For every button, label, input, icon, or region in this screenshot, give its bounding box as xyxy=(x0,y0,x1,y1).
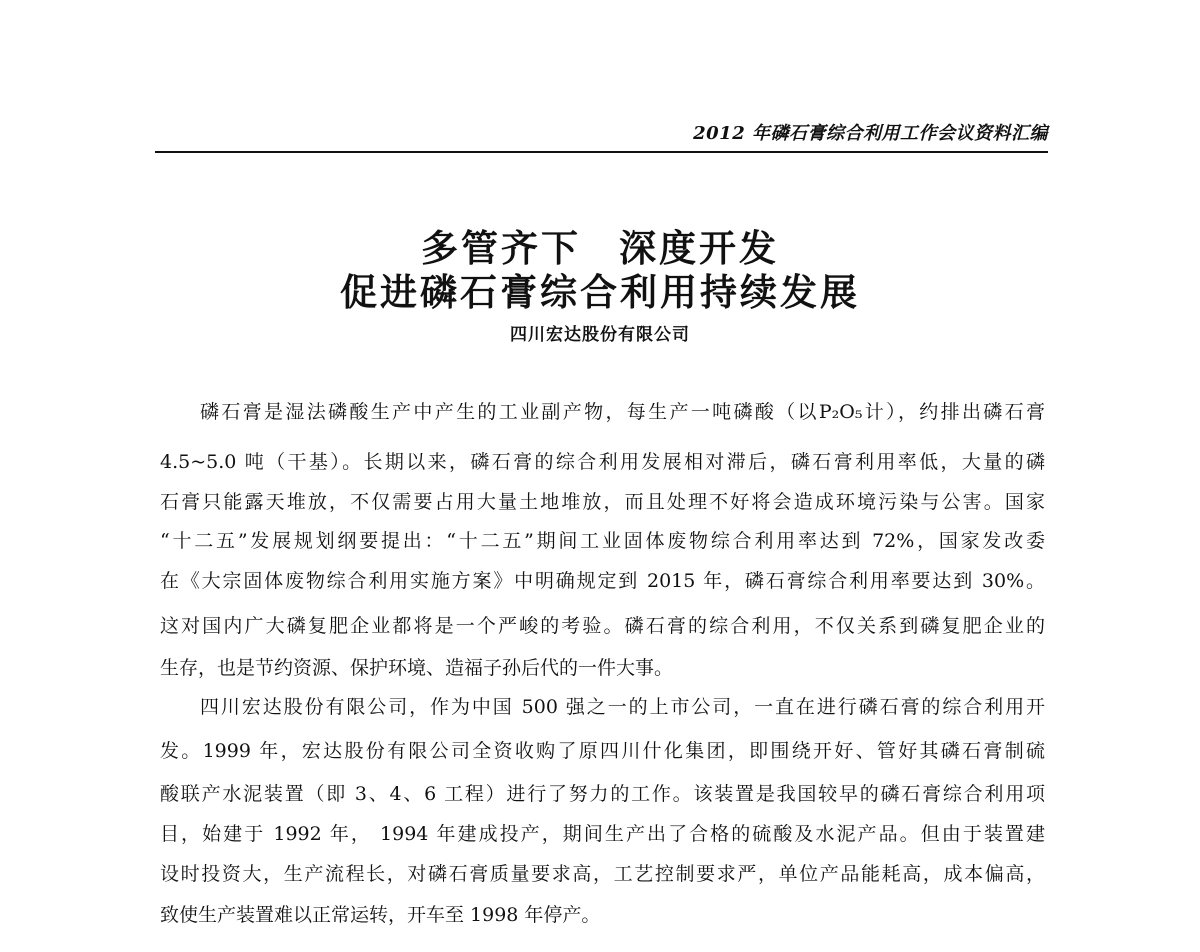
paragraph-1-line: 生存，也是节约资源、保护环境、造福子孙后代的一件大事。 xyxy=(160,657,674,679)
paragraph-1-line: 在《大宗固体废物综合利用实施方案》中明确规定到 2015 年，磷石膏综合利用率要达到 30%。 xyxy=(160,570,1045,592)
paragraph-2-line: 四川宏达股份有限公司，作为中国 500 强之一的上市公司，一直在进行磷石膏的综合利用开 xyxy=(200,696,1045,718)
paragraph-2-line: 设时投资大，生产流程长，对磷石膏质量要求高，工艺控制要求严，单位产品能耗高，成本偏高， xyxy=(160,863,1045,885)
paragraph-1-line: 石膏只能露天堆放，不仅需要占用大量土地堆放，而且处理不好将会造成环境污染与公害。国家 xyxy=(160,491,1045,513)
header-rule xyxy=(155,151,1048,153)
paragraph-2-line: 目，始建于 1992 年， 1994 年建成投产，期间生产出了合格的硫酸及水泥产品。但由于装置建 xyxy=(160,823,1045,845)
paragraph-2-line: 致使生产装置难以正常运转，开车至 1998 年停产。 xyxy=(160,904,601,926)
title-part-2: 深度开发 xyxy=(619,226,779,270)
paragraph-1-line: 4.5~5.0 吨（干基）。长期以来，磷石膏的综合利用发展相对滞后，磷石膏利用率低，大量的磷 xyxy=(160,451,1045,473)
title-part-1: 多管齐下 xyxy=(421,226,581,270)
article-title-line-2: 促进磷石膏综合利用持续发展 xyxy=(340,270,860,314)
paragraph-1-line: 磷石膏是湿法磷酸生产中产生的工业副产物，每生产一吨磷酸（以P₂O₅计），约排出磷石膏 xyxy=(200,401,1045,423)
paragraph-2-line: 发。1999 年，宏达股份有限公司全资收购了原四川什化集团，即围绕开好、管好其磷石膏制硫 xyxy=(160,740,1045,762)
paragraph-1-line: 这对国内广大磷复肥企业都将是一个严峻的考验。磷石膏的综合利用，不仅关系到磷复肥企业的 xyxy=(160,615,1045,637)
running-header: 2012 年磷石膏综合利用工作会议资料汇编 xyxy=(693,123,1048,144)
paragraph-1-line: “十二五”发展规划纲要提出：“十二五”期间工业固体废物综合利用率达到 72%，国家发改委 xyxy=(160,530,1045,552)
paragraph-2-line: 酸联产水泥装置（即 3、4、6 工程）进行了努力的工作。该装置是我国较早的磷石膏综合利用项 xyxy=(160,783,1045,805)
author: 四川宏达股份有限公司 xyxy=(510,325,690,345)
